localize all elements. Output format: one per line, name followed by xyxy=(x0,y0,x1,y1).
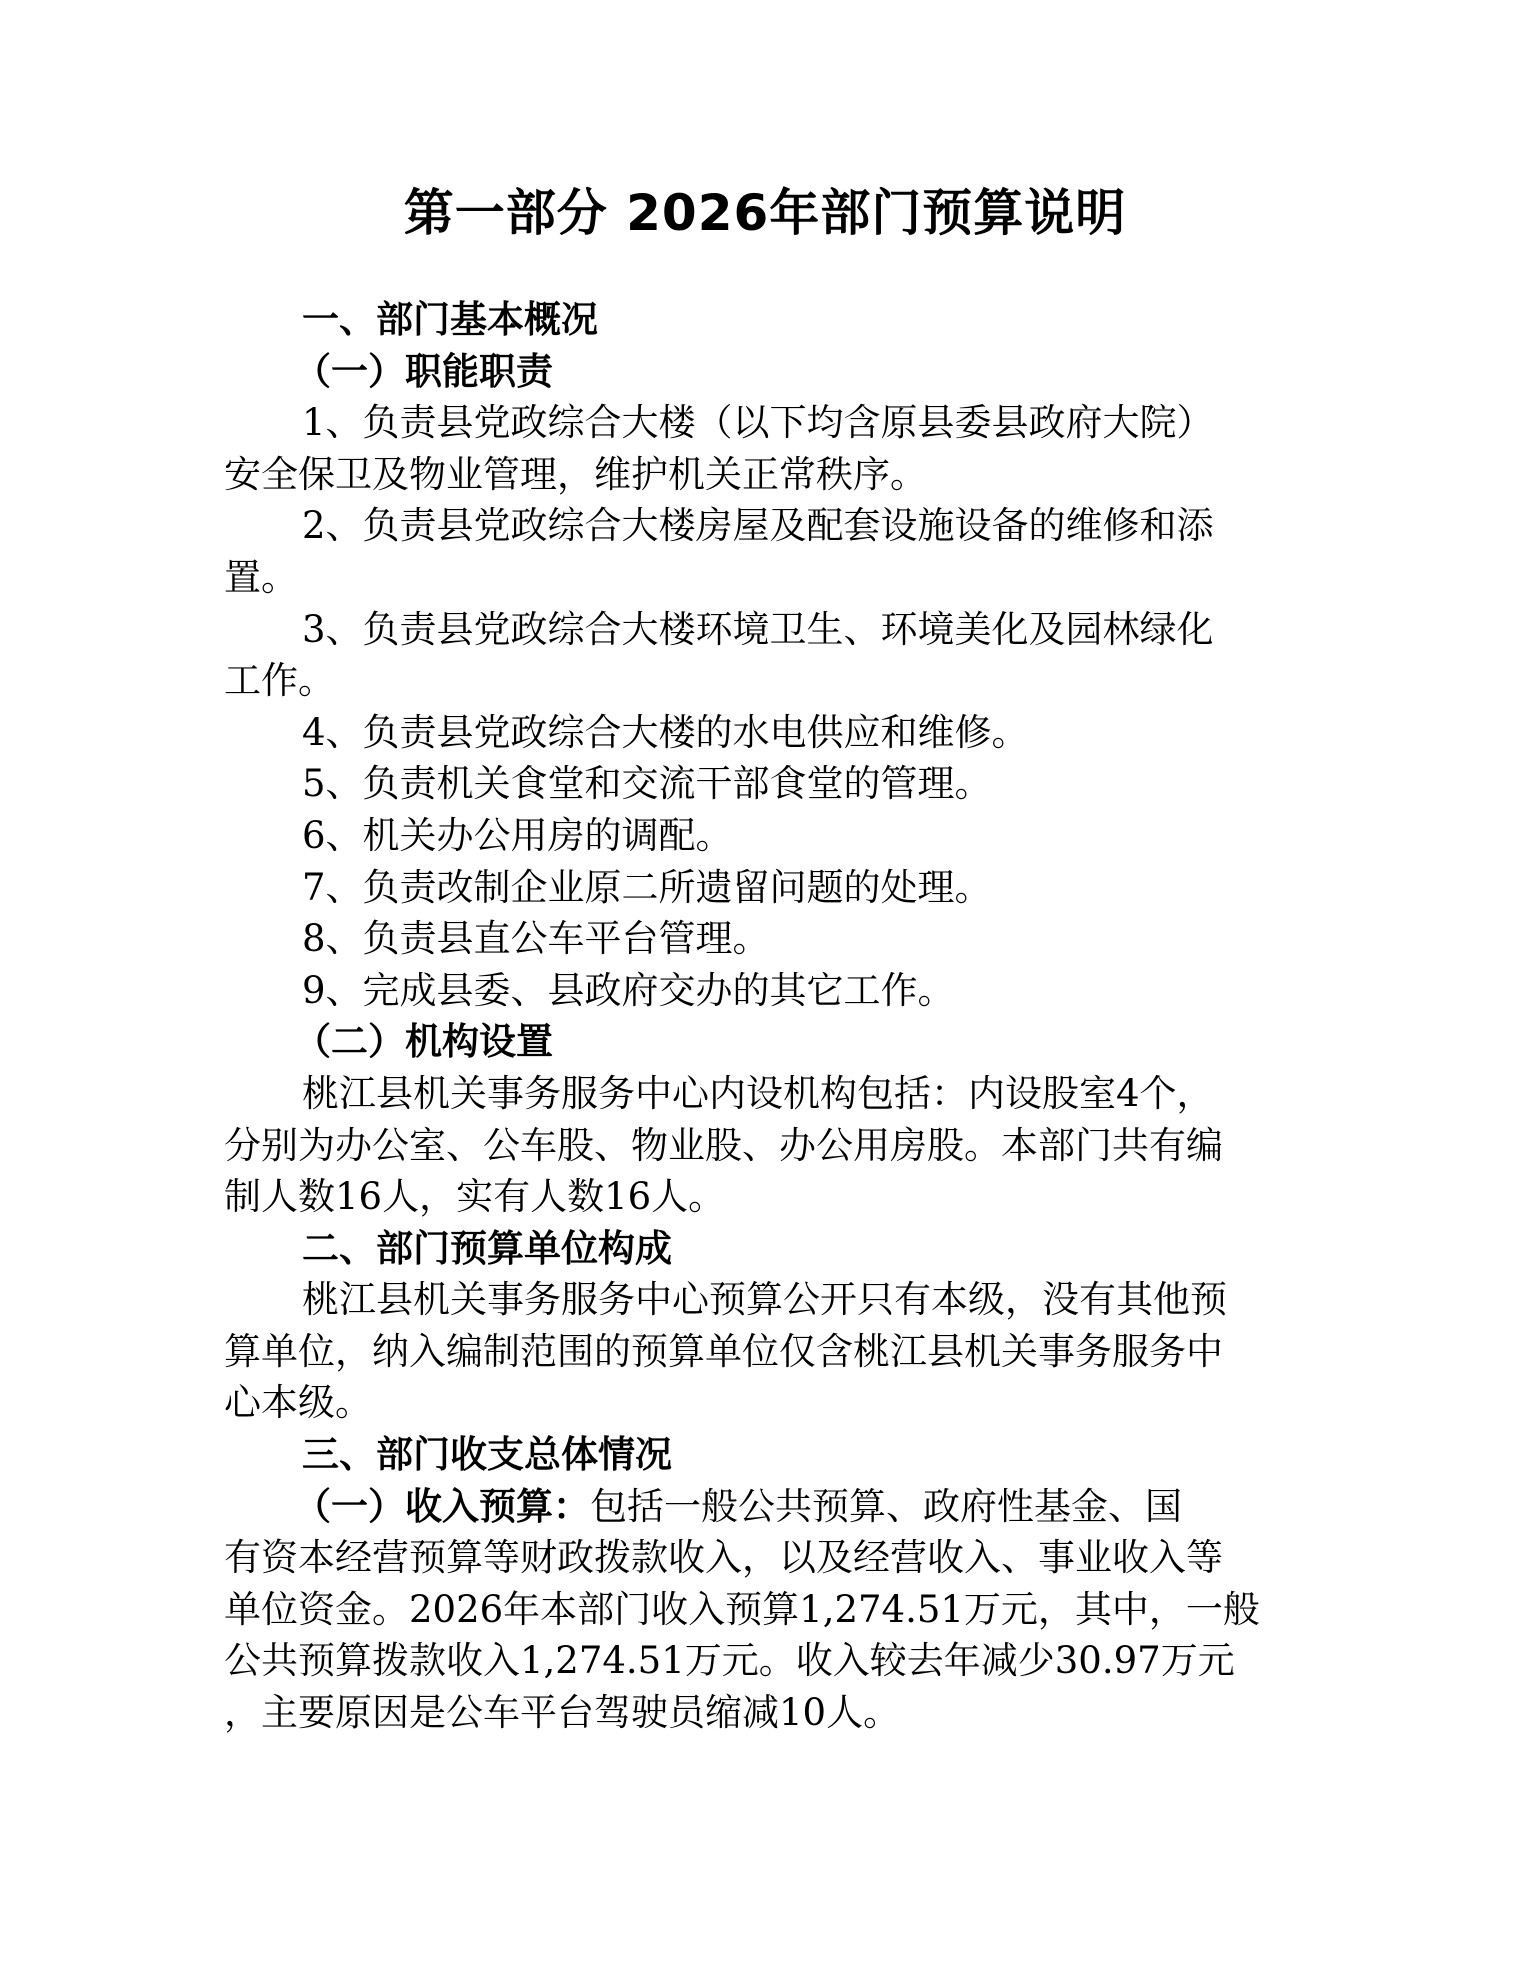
duty-item-9: 9、完成县委、县政府交办的其它工作。 xyxy=(302,968,955,1012)
duty-item-1-cont: 安全保卫及物业管理，维护机关正常秩序。 xyxy=(224,452,927,496)
revenue-paragraph-line-5: ，主要原因是公车平台驾驶员缩减10人。 xyxy=(224,1691,901,1735)
duty-item-5: 5、负责机关食堂和交流干部食堂的管理。 xyxy=(302,762,992,806)
section-heading-revenue-expenditure: 三、部门收支总体情况 xyxy=(302,1433,672,1477)
revenue-label: （一）收入预算： xyxy=(294,1484,590,1528)
units-paragraph-line-2: 算单位，纳入编制范围的预算单位仅含桃江县机关事务服务中 xyxy=(224,1329,1223,1373)
subsection-heading-duties: （一）职能职责 xyxy=(294,349,553,393)
duty-item-7: 7、负责改制企业原二所遗留问题的处理。 xyxy=(302,865,992,909)
section-heading-overview: 一、部门基本概况 xyxy=(302,298,598,341)
revenue-paragraph-line-4: 公共预算拨款收入1,274.51万元。收入较去年减少30.97万元 xyxy=(224,1639,1235,1683)
organization-paragraph-line-1: 桃江县机关事务服务中心内设机构包括：内设股室4个， xyxy=(302,1071,1214,1115)
subsection-heading-organization: （二）机构设置 xyxy=(294,1020,553,1064)
organization-paragraph-line-3: 制人数16人，实有人数16人。 xyxy=(224,1175,726,1219)
duty-item-4: 4、负责县党政综合大楼的水电供应和维修。 xyxy=(302,710,1029,754)
document-body xyxy=(224,294,1304,1739)
duty-item-2-cont: 置。 xyxy=(224,555,298,599)
duty-item-3-cont: 工作。 xyxy=(224,659,335,703)
units-paragraph-line-1: 桃江县机关事务服务中心预算公开只有本级，没有其他预 xyxy=(302,1278,1227,1322)
duty-item-3: 3、负责县党政综合大楼环境卫生、环境美化及园林绿化 xyxy=(302,607,1214,651)
revenue-paragraph-line-1 xyxy=(224,1481,1304,1533)
duty-item-6: 6、机关办公用房的调配。 xyxy=(302,813,733,857)
page-title: 第一部分 2026年部门预算说明 xyxy=(403,184,1127,242)
duty-item-1: 1、负责县党政综合大楼（以下均含原县委县政府大院） xyxy=(302,401,1214,445)
organization-paragraph-line-2: 分别为办公室、公车股、物业股、办公用房股。本部门共有编 xyxy=(224,1123,1223,1167)
duty-item-2: 2、负责县党政综合大楼房屋及配套设施设备的维修和添 xyxy=(302,504,1214,548)
units-paragraph-line-3: 心本级。 xyxy=(224,1381,372,1425)
duty-item-8: 8、负责县直公车平台管理。 xyxy=(302,917,770,961)
revenue-paragraph-line-2: 有资本经营预算等财政拨款收入，以及经营收入、事业收入等 xyxy=(224,1536,1223,1580)
section-heading-budget-units: 二、部门预算单位构成 xyxy=(302,1226,672,1270)
revenue-text: 包括一般公共预算、政府性基金、国 xyxy=(590,1484,1182,1528)
revenue-paragraph-line-3: 单位资金。2026年本部门收入预算1,274.51万元，其中，一般 xyxy=(224,1587,1260,1631)
